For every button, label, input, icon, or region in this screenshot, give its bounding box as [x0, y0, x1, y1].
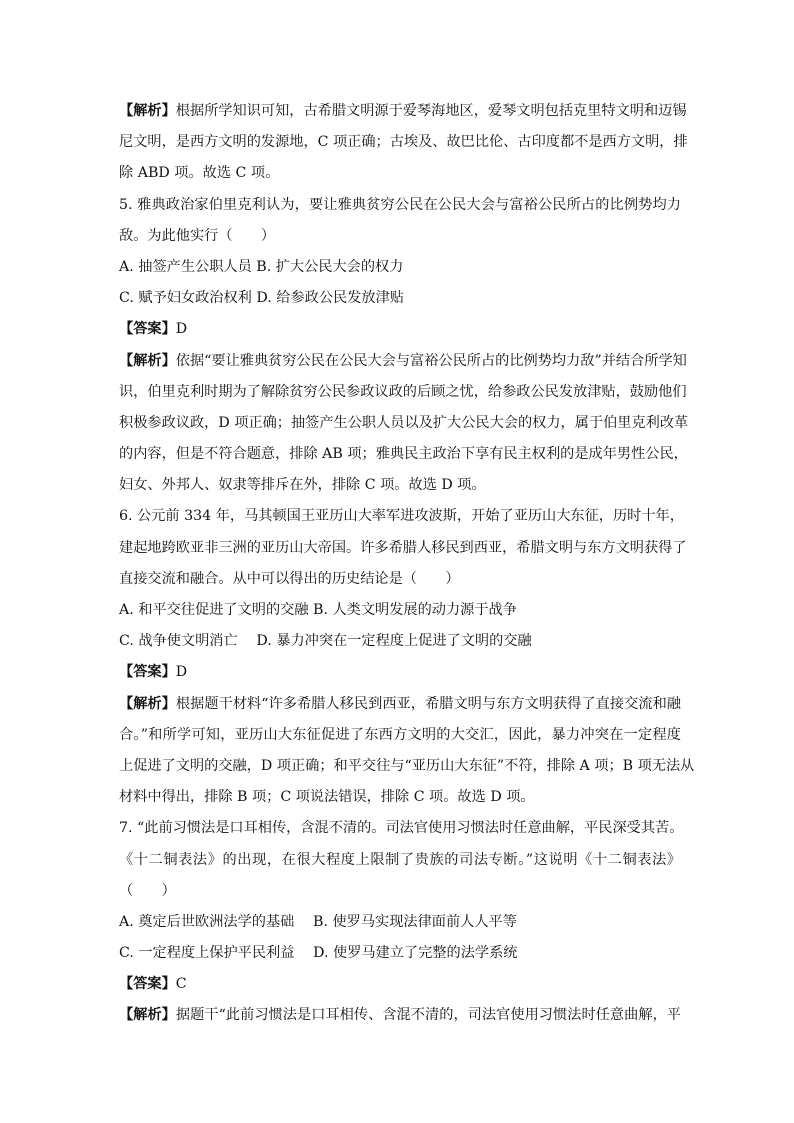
text-line — [119, 501, 684, 532]
line-text: 除 ABD 项。故选 C 项。 — [119, 165, 280, 182]
text-line — [119, 657, 681, 688]
text-line — [119, 845, 681, 876]
line-text: D — [175, 664, 188, 681]
text-line — [119, 190, 681, 221]
line-text: 据题干“此前习惯法是口耳相传、含混不清的，司法官使用习惯法时任意曲解，平 — [175, 1007, 681, 1024]
line-text: 7. “此前习惯法是口耳相传，含混不清的。司法官使用习惯法时任意曲解，平民深受其苦。 — [119, 820, 684, 837]
line-text: （ ） — [119, 882, 176, 899]
line-text: 的内容，但是不符合题意，排除 AB 项；雅典民主政治下享有民主权利的是成年男性公民， — [119, 446, 688, 463]
line-text: 建起地跨欧亚非三洲的亚历山大帝国。许多希腊人移民到西亚，希腊文明与东方文明获得了 — [119, 539, 687, 556]
text-line — [119, 720, 681, 751]
line-text: C. 一定程度上保护平民利益 D. 使罗马建立了完整的法学系统 — [119, 945, 518, 962]
text-line — [119, 314, 681, 345]
text-line — [119, 782, 681, 813]
text-line — [119, 221, 681, 252]
line-text: C. 战争使文明消亡 D. 暴力冲突在一定程度上促进了文明的交融 — [119, 633, 532, 650]
text-line — [119, 689, 681, 720]
text-line — [119, 346, 687, 377]
line-text: 妇女、外邦人、奴隶等排斥在外，排除 C 项。故选 D 项。 — [119, 477, 486, 494]
text-line — [119, 158, 681, 189]
text-line — [119, 595, 681, 626]
text-line — [119, 564, 681, 595]
line-text: 尼文明，是西方文明的发源地，C 项正确；古埃及、故巴比伦、古印度都不是西方文明，排 — [119, 134, 688, 151]
text-line — [119, 533, 687, 564]
line-text: 敌。为此他实行（ ） — [119, 227, 276, 244]
text-line — [119, 626, 681, 657]
text-line — [119, 938, 681, 969]
text-line — [119, 283, 681, 314]
text-line — [119, 907, 681, 938]
text-line — [119, 813, 684, 844]
section-tag: 【答案】 — [119, 976, 176, 993]
text-line — [119, 876, 681, 907]
line-text: A. 奠定后世欧洲法学的基础 B. 使罗马实现法律面前人人平等 — [119, 913, 517, 930]
text-line — [119, 1000, 681, 1031]
section-tag: 【解析】 — [119, 695, 176, 712]
document-body — [119, 96, 695, 1032]
line-text: 6. 公元前 334 年，马其顿国王亚历山大率军进攻波斯，开始了亚历山大东征，历时十年， — [119, 508, 684, 525]
line-text: 识，伯里克利时期为了解除贫穷公民参政议政的后顾之忧，给参政公民发放津贴，鼓励他们 — [119, 383, 687, 400]
text-line — [119, 439, 688, 470]
text-line — [119, 127, 688, 158]
section-tag: 【解析】 — [119, 103, 176, 119]
text-line — [119, 96, 687, 127]
section-tag: 【解析】 — [119, 352, 176, 369]
section-tag: 【解析】 — [119, 1007, 176, 1024]
line-text: C. 赋予妇女政治权利 D. 给参政公民发放津贴 — [119, 290, 404, 307]
line-text: D — [175, 321, 188, 338]
section-tag: 【答案】 — [119, 664, 176, 681]
text-line — [119, 969, 681, 1000]
line-text: 材料中得出，排除 B 项；C 项说法错误，排除 C 项。故选 D 项。 — [119, 789, 535, 806]
line-text: 《十二铜表法》的出现，在很大程度上限制了贵族的司法专断。”这说明《十二铜表法》 — [119, 851, 681, 868]
section-tag: 【答案】 — [119, 321, 176, 338]
line-text: 积极参政议政，D 项正确；抽签产生公职人员以及扩大公民大会的权力，属于伯里克利改革 — [119, 414, 689, 431]
line-text: 合。”和所学可知，亚历山大东征促进了东西方文明的大交汇，因此，暴力冲突在一定程度 — [119, 726, 681, 743]
line-text: 根据题干材料“许多希腊人移民到西亚，希腊文明与东方文明获得了直接交流和融 — [175, 695, 681, 712]
text-line — [119, 751, 695, 782]
text-line — [119, 408, 689, 439]
line-text: 5. 雅典政治家伯里克利认为，要让雅典贫穷公民在公民大会与富裕公民所占的比例势均力 — [119, 196, 681, 213]
line-text: A. 抽签产生公职人员 B. 扩大公民大会的权力 — [119, 258, 404, 275]
line-text: 根据所学知识可知，古希腊文明源于爱琴海地区，爱琴文明包括克里特文明和迈锡 — [175, 103, 687, 119]
text-line — [119, 252, 681, 283]
line-text: 直接交流和融合。从中可以得出的历史结论是（ ） — [119, 570, 460, 587]
line-text: A. 和平交往促进了文明的交融 B. 人类文明发展的动力源于战争 — [119, 602, 517, 618]
text-line — [119, 470, 681, 501]
text-line — [119, 377, 687, 408]
line-text: 上促进了文明的交融，D 项正确；和平交往与“亚历山大东征”不符，排除 A 项；B 项无法从 — [119, 757, 695, 774]
line-text: C — [175, 976, 187, 993]
line-text: 依据“要让雅典贫穷公民在公民大会与富裕公民所占的比例势均力敌”并结合所学知 — [175, 352, 687, 369]
